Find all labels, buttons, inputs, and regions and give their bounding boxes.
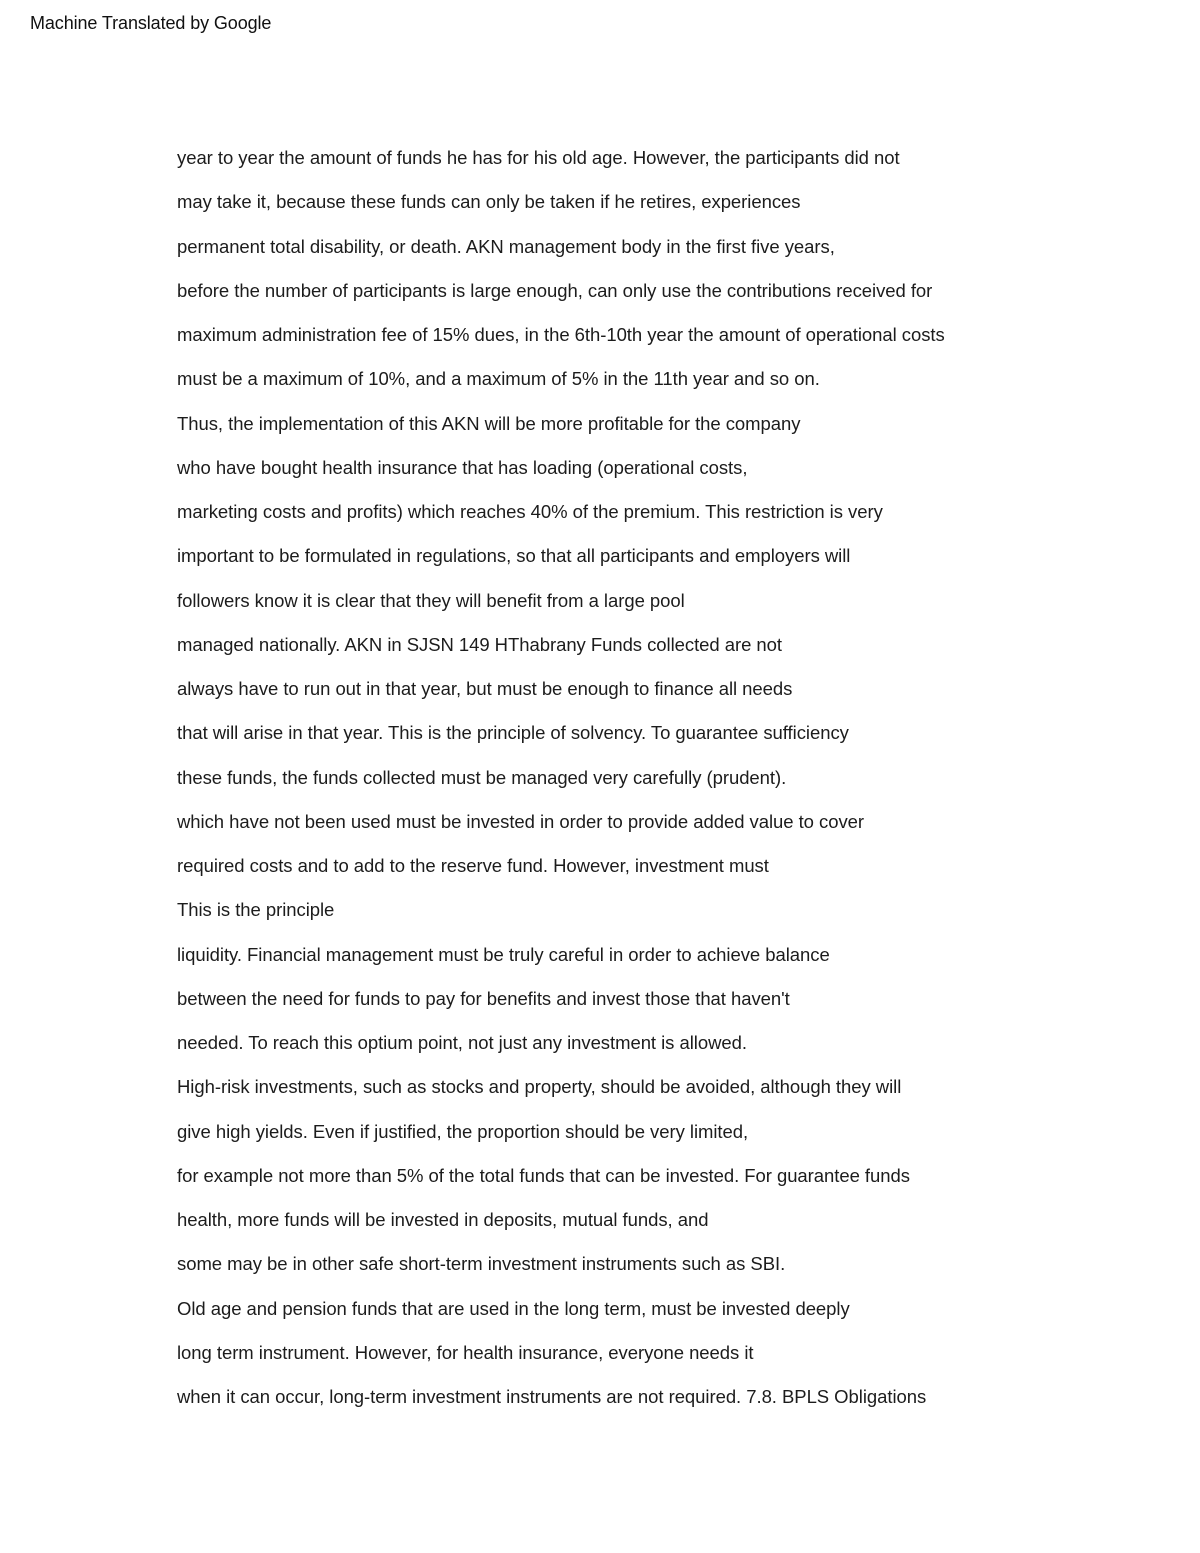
text-line: required costs and to add to the reserve fund. However, investment must <box>177 855 769 876</box>
text-line: permanent total disability, or death. AKN management body in the first five years, <box>177 235 835 257</box>
text-line: these funds, the funds collected must be managed very carefully (prudent). <box>177 766 787 788</box>
text-line: always have to run out in that year, but must be enough to finance all needs <box>177 678 793 699</box>
text-line: needed. To reach this optium point, not just any investment is allowed. <box>177 1032 747 1053</box>
document-body <box>177 142 1077 1425</box>
text-line: marketing costs and profits) which reaches 40% of the premium. This restriction is very <box>177 501 883 522</box>
text-line: health, more funds will be invested in deposits, mutual funds, and <box>177 1209 709 1230</box>
text-line: give high yields. Even if justified, the proportion should be very limited, <box>177 1120 749 1142</box>
text-line: who have bought health insurance that has loading (operational costs, <box>177 456 748 478</box>
text-line: some may be in other safe short-term investment instruments such as SBI. <box>177 1253 786 1275</box>
text-line: followers know it is clear that they will benefit from a large pool <box>177 589 685 611</box>
text-line: maximum administration fee of 15% dues, in the 6th-10th year the amount of operational costs <box>177 324 945 345</box>
text-line: long term instrument. However, for health insurance, everyone needs it <box>177 1341 754 1363</box>
text-line: for example not more than 5% of the total funds that can be invested. For guarantee funds <box>177 1164 910 1186</box>
text-line: that will arise in that year. This is the principle of solvency. To guarantee sufficiency <box>177 722 849 744</box>
machine-translation-notice: Machine Translated by Google <box>30 13 272 33</box>
text-line: High-risk investments, such as stocks and property, should be avoided, although they will <box>177 1076 902 1098</box>
text-line: must be a maximum of 10%, and a maximum of 5% in the 11th year and so on. <box>177 368 820 390</box>
text-line: year to year the amount of funds he has for his old age. However, the participants did not <box>177 147 900 168</box>
text-line: before the number of participants is large enough, can only use the contributions received for <box>177 279 933 301</box>
text-line: may take it, because these funds can only be taken if he retires, experiences <box>177 191 801 213</box>
text-line: important to be formulated in regulations, so that all participants and employers will <box>177 545 851 567</box>
text-line: liquidity. Financial management must be truly careful in order to achieve balance <box>177 943 830 965</box>
text-line: managed nationally. AKN in SJSN 149 HThabrany Funds collected are not <box>177 633 783 655</box>
text-line: Old age and pension funds that are used in the long term, must be invested deeply <box>177 1297 850 1319</box>
text-line: Thus, the implementation of this AKN will be more profitable for the company <box>177 412 801 434</box>
text-line: between the need for funds to pay for benefits and invest those that haven't <box>177 987 790 1009</box>
text-line: when it can occur, long-term investment instruments are not required. 7.8. BPLS Obligations <box>177 1386 927 1407</box>
text-line: which have not been used must be invested in order to provide added value to cover <box>177 810 865 832</box>
text-line: This is the principle <box>177 899 335 921</box>
